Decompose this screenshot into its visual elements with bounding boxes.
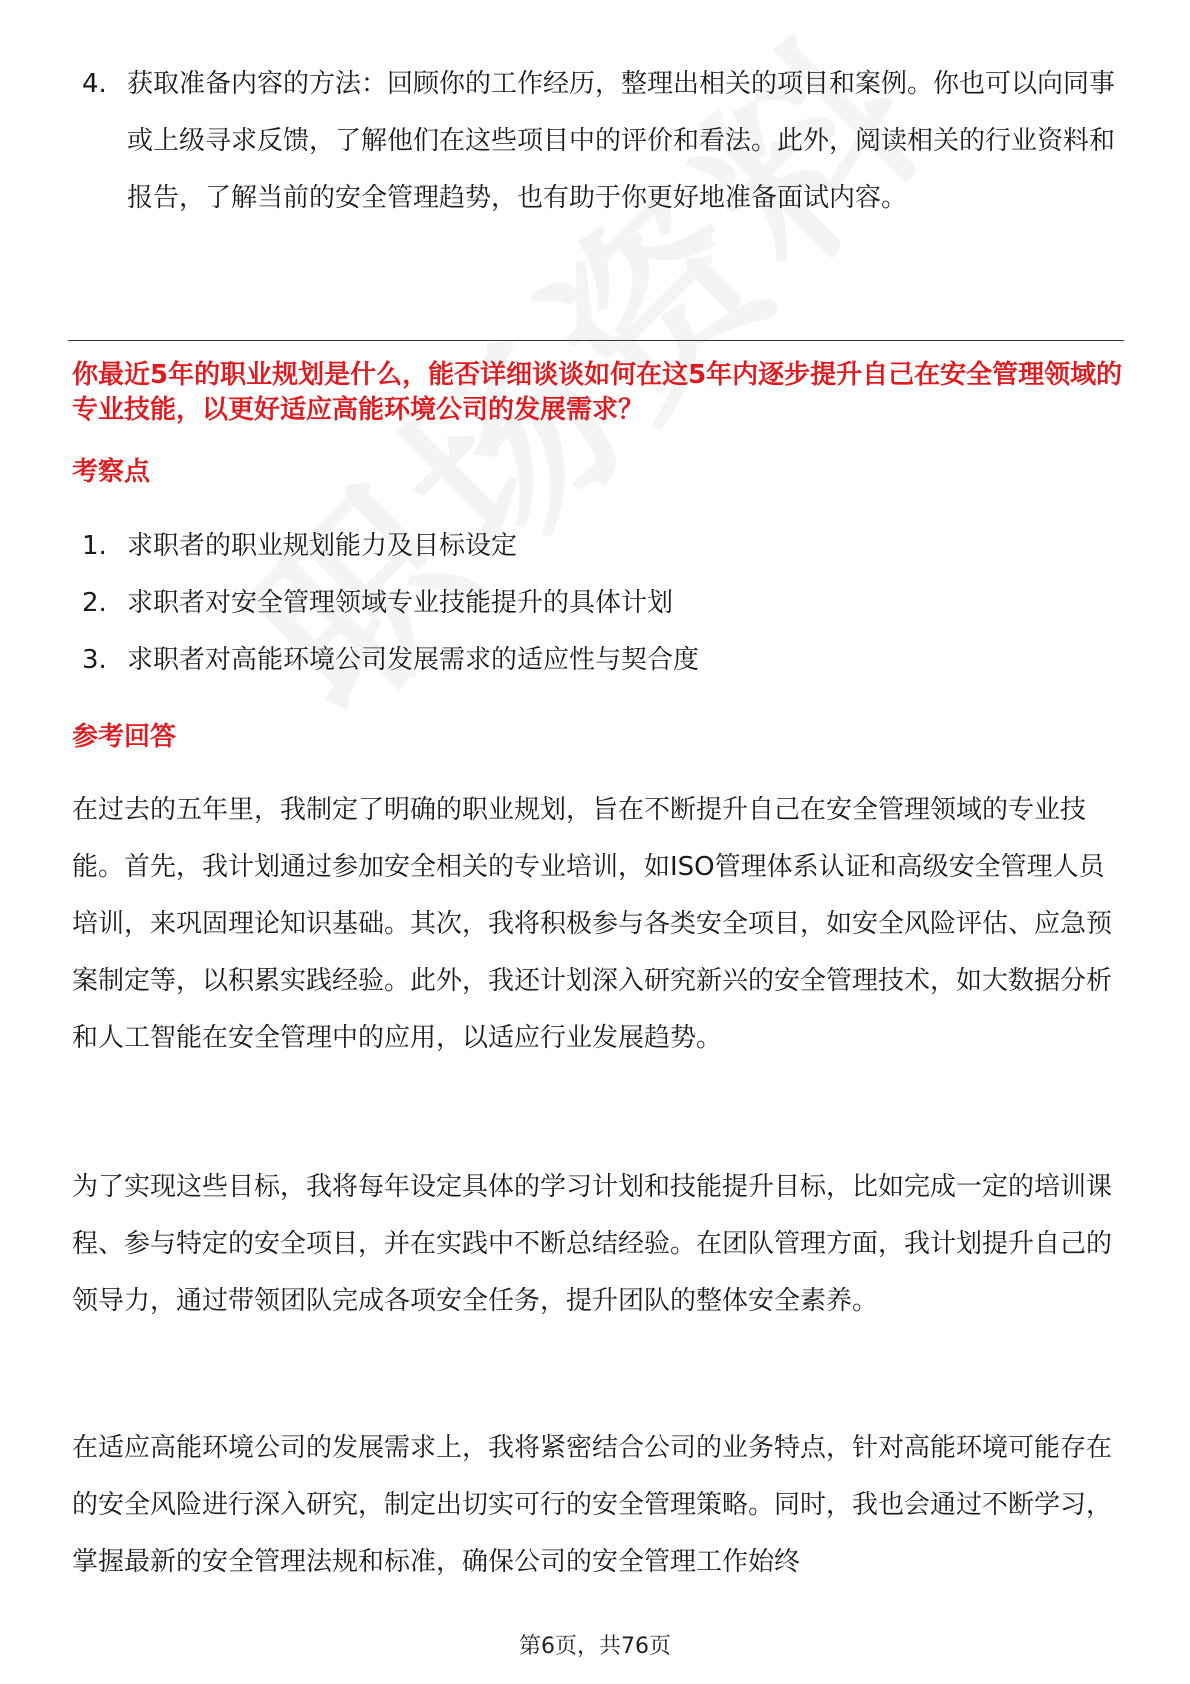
list-item — [82, 632, 1122, 689]
list-number: 2. — [82, 588, 107, 618]
answer-heading: 参考回答 — [72, 722, 177, 752]
list-item-text: 求职者对安全管理领域专业技能提升的具体计划 — [127, 588, 674, 618]
list-item — [82, 518, 1122, 575]
list-item — [82, 575, 1122, 632]
list-item-text: 求职者对高能环境公司发展需求的适应性与契合度 — [127, 645, 700, 675]
page-footer: 第6页，共76页 — [519, 1634, 671, 1659]
answer-paragraph: 为了实现这些目标，我将每年设定具体的学习计划和技能提升目标，比如完成一定的培训课程、参与特定的安全项目，并在实践中不断总结经验。在团队管理方面，我计划提升自己的领导力，通过带领团队完成各项安全任务，提升团队的整体安全素养。 — [72, 1172, 1113, 1316]
list-number: 4. — [82, 69, 107, 99]
list-item-text: 获取准备内容的方法：回顾你的工作经历，整理出相关的项目和案例。你也可以向同事或上级寻求反馈，了解他们在这些项目中的评价和看法。此外，阅读相关的行业资料和报告，了解当前的安全管理趋势，也有助于你更好地准备面试内容。 — [127, 69, 1116, 213]
section-divider — [68, 340, 1124, 341]
focus-heading: 考察点 — [72, 457, 151, 487]
list-number: 1. — [82, 531, 107, 561]
list-item-4 — [82, 56, 1122, 227]
list-item-text: 求职者的职业规划能力及目标设定 — [127, 531, 518, 561]
answer-paragraph: 在过去的五年里，我制定了明确的职业规划，旨在不断提升自己在安全管理领域的专业技能。首先，我计划通过参加安全相关的专业培训，如ISO管理体系认证和高级安全管理人员培训，来巩固理论知识基础。其次，我将积极参与各类安全项目，如安全风险评估、应急预案制定等，以积累实践经验。此外，我还计划深入研究新兴的安全管理技术，如大数据分析和人工智能在安全管理中的应用，以适应行业发展趋势。 — [72, 795, 1113, 1053]
answer-paragraph: 在适应高能环境公司的发展需求上，我将紧密结合公司的业务特点，针对高能环境可能存在的安全风险进行深入研究，制定出切实可行的安全管理策略。同时，我也会通过不断学习，掌握最新的安全管理法规和标准，确保公司的安全管理工作始终 — [72, 1433, 1113, 1577]
list-number: 3. — [82, 645, 107, 675]
focus-list — [82, 518, 1122, 689]
interview-question: 你最近5年的职业规划是什么，能否详细谈谈如何在这5年内逐步提升自己在安全管理领域的专业技能，以更好适应高能环境公司的发展需求？ — [72, 360, 1123, 425]
